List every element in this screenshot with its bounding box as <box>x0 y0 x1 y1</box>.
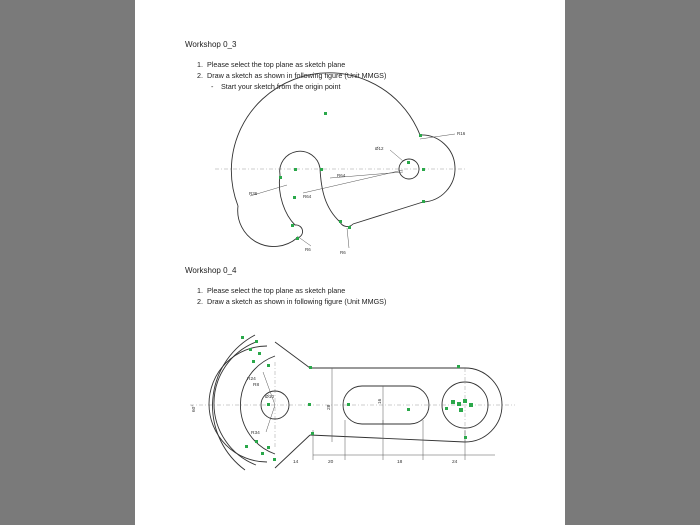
step-text: Please select the top plane as sketch plane <box>207 60 346 69</box>
dim-d12: Ø12 <box>375 146 384 151</box>
relation-marker <box>311 432 314 435</box>
document-page <box>135 0 565 525</box>
relation-marker <box>348 226 351 229</box>
lower-tangent-line <box>353 202 423 224</box>
leader-r6-b <box>347 228 349 248</box>
leader-r36 <box>250 185 287 196</box>
workshop-3-title: Workshop 0_3 <box>185 40 237 49</box>
step-number: 2. <box>197 71 203 80</box>
relation-marker <box>407 161 410 164</box>
relation-marker <box>320 168 323 171</box>
relation-marker <box>309 366 312 369</box>
dim-angle: 60° <box>192 404 197 412</box>
relation-marker <box>296 237 299 240</box>
arc-r6 <box>340 222 353 226</box>
dim-d10: Ø10 <box>265 395 275 400</box>
relation-marker <box>241 336 244 339</box>
relation-marker <box>267 446 270 449</box>
relation-marker <box>469 403 473 407</box>
workshop-3-step-1 <box>197 60 345 69</box>
arc-outer-r34 <box>214 342 256 465</box>
outer-arc-r64 <box>231 73 420 206</box>
relation-marker <box>255 440 258 443</box>
leader-r24 <box>263 372 275 405</box>
dim-r34: R34 <box>251 431 260 436</box>
arc-inner-r24 <box>209 346 267 462</box>
relation-marker <box>419 134 422 137</box>
relation-marker <box>463 399 467 403</box>
relation-marker <box>464 436 467 439</box>
upper-taper-line <box>275 342 310 368</box>
workshop-3-substep <box>211 82 340 91</box>
substep-text: Start your sketch from the origin point <box>221 82 341 91</box>
lower-taper-line <box>275 435 310 468</box>
leader-d12 <box>390 150 403 161</box>
workshop-4-step-2 <box>197 297 386 306</box>
relation-marker <box>347 403 350 406</box>
dim-w18: 18 <box>397 460 403 465</box>
relation-marker <box>245 445 248 448</box>
relation-marker <box>445 407 448 410</box>
relation-marker <box>267 403 270 406</box>
leader-r6-a <box>297 236 311 246</box>
relation-marker <box>293 196 296 199</box>
arc-r16 <box>420 135 455 202</box>
relation-marker <box>422 168 425 171</box>
dim-r64-b: R64 <box>303 194 312 199</box>
step-text: Please select the top plane as sketch plane <box>207 286 346 295</box>
relation-marker <box>308 403 311 406</box>
relation-marker <box>279 176 282 179</box>
dim-r24: R24 <box>247 377 256 382</box>
relation-marker <box>273 458 276 461</box>
relation-marker <box>294 168 297 171</box>
relation-marker <box>291 224 294 227</box>
dim-r6-a: R6 <box>305 247 311 252</box>
center-slot <box>343 386 429 424</box>
outer-arc-60deg <box>213 335 255 470</box>
relation-marker <box>324 112 327 115</box>
leader-r64-b <box>303 170 403 193</box>
step-number: 1. <box>197 60 203 69</box>
relation-marker <box>252 360 255 363</box>
step-text: Draw a sketch as shown in following figure (Unit MMGS) <box>207 297 387 306</box>
relation-marker <box>255 340 258 343</box>
relation-marker <box>457 402 461 406</box>
workshop-4-step-1 <box>197 286 345 295</box>
dim-r64-a: R64 <box>337 173 346 178</box>
relation-marker <box>339 220 342 223</box>
dim-r8: R8 <box>253 383 260 388</box>
step-text: Draw a sketch as shown in following figure (Unit MMGS) <box>207 71 387 80</box>
workshop-4-title: Workshop 0_4 <box>185 266 237 275</box>
circle-d12 <box>399 159 419 179</box>
dim-r6-b: R6 <box>340 250 346 255</box>
dim-r16: R16 <box>457 131 466 136</box>
step-number: 1. <box>197 286 203 295</box>
workshop-3-step-2 <box>197 71 386 80</box>
dim-h28: 28 <box>327 404 332 410</box>
right-end-circle <box>442 382 488 428</box>
dim-w20: 20 <box>328 460 334 465</box>
leader-r34 <box>266 405 275 432</box>
relation-marker <box>258 352 261 355</box>
arc-r24 <box>240 356 275 454</box>
right-end-arc <box>465 368 502 442</box>
circle-d10 <box>261 391 289 419</box>
dim-w14: 14 <box>293 460 299 465</box>
relation-marker <box>459 408 463 412</box>
relation-marker <box>267 364 270 367</box>
inner-hook-profile <box>279 151 340 238</box>
dim-h16: 16 <box>378 398 383 404</box>
relation-marker <box>451 400 455 404</box>
bottom-edge-line <box>310 435 465 442</box>
relation-marker <box>457 365 460 368</box>
dim-r36: R36 <box>249 191 258 196</box>
relation-marker <box>422 200 425 203</box>
leader-r64-a <box>330 172 403 178</box>
step-number: 2. <box>197 297 203 306</box>
relation-marker <box>261 452 264 455</box>
dim-w24: 24 <box>452 460 458 465</box>
relation-marker <box>407 408 410 411</box>
relation-marker <box>249 348 252 351</box>
leader-r16 <box>420 134 455 139</box>
substep-bullet: - <box>211 82 214 91</box>
arc-r36 <box>238 206 297 247</box>
